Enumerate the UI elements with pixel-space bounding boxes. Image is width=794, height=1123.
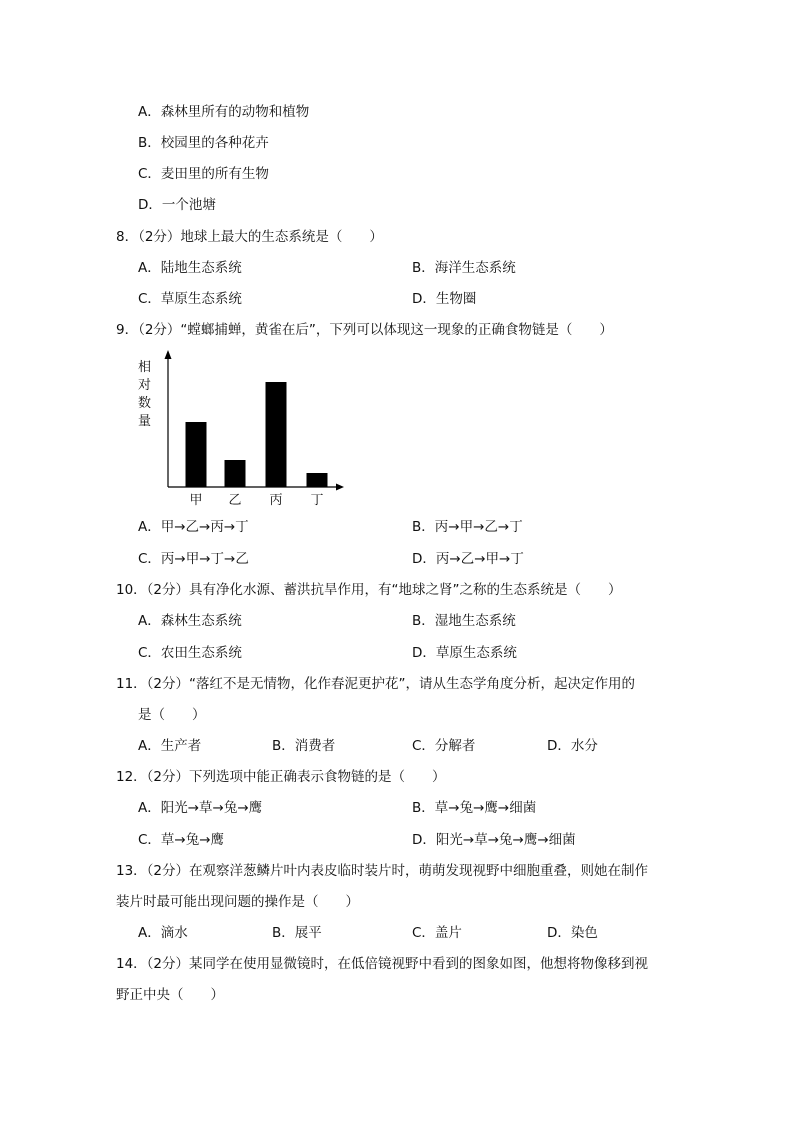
q10-option-b: B．湿地生态系统 (412, 613, 516, 629)
chart-y-axis-arrow (165, 350, 172, 359)
q9-option-d: D．丙→乙→甲→丁 (412, 551, 524, 567)
q10-option-c: C．农田生态系统 (138, 645, 242, 661)
chart-ylabel-char: 对 (138, 378, 152, 393)
chart-ylabel-char: 相 (138, 360, 152, 375)
q13-option-b: B．展平 (272, 925, 322, 941)
q11-stem-line2: 是（ ） (138, 707, 206, 723)
chart-bar (186, 422, 207, 487)
q12-option-c: C．草→兔→鹰 (138, 832, 225, 848)
q13-option-d: D．染色 (547, 925, 598, 941)
q13-option-c: C．盖片 (412, 925, 462, 941)
q11-stem-line1: 11．（2分）“落红不是无情物，化作春泥更护花”，请从生态学角度分析，起决定作用的 (116, 676, 636, 692)
chart-tick-label: 丁 (310, 493, 324, 508)
q10-option-a: A．森林生态系统 (138, 613, 242, 629)
q9-option-c: C．丙→甲→丁→乙 (138, 551, 249, 567)
q9-stem: 9．（2分）“螳螂捕蝉，黄雀在后”，下列可以体现这一现象的正确食物链是（ ） (116, 322, 613, 338)
q9-option-b: B．丙→甲→乙→丁 (412, 519, 523, 535)
q11-option-c: C．分解者 (412, 738, 476, 754)
q12-option-d: D．阳光→草→兔→鹰→细菌 (412, 832, 576, 848)
q13-option-a: A．滴水 (138, 925, 188, 941)
q8-stem: 8．（2分）地球上最大的生态系统是（ ） (116, 229, 383, 245)
q11-option-a: A．生产者 (138, 738, 202, 754)
q10-option-d: D．草原生态系统 (412, 645, 517, 661)
population-bar-chart (130, 345, 360, 510)
q8-option-d: D．生物圈 (412, 291, 477, 307)
q8-option-b: B．海洋生态系统 (412, 260, 516, 276)
q8-option-a: A．陆地生态系统 (138, 260, 242, 276)
q14-stem-line1: 14．（2分）某同学在使用显微镜时，在低倍镜视野中看到的图象如图，他想将物像移到视 (116, 956, 649, 972)
chart-tick-label: 丙 (269, 493, 283, 508)
q14-stem-line2: 野正中央（ ） (116, 987, 224, 1003)
chart-bar (307, 473, 328, 487)
q13-stem-line2: 装片时最可能出现问题的操作是（ ） (116, 894, 359, 910)
q7-option-c: C．麦田里的所有生物 (138, 166, 269, 182)
chart-bar (225, 460, 246, 487)
chart-ylabel-char: 数 (138, 396, 152, 411)
q7-option-a: A．森林里所有的动物和植物 (138, 104, 310, 120)
q11-option-d: D．水分 (547, 738, 598, 754)
q12-stem: 12．（2分）下列选项中能正确表示食物链的是（ ） (116, 769, 446, 785)
q13-stem-line1: 13．（2分）在观察洋葱鳞片叶内表皮临时装片时，萌萌发现视野中细胞重叠，则她在制作 (116, 863, 649, 879)
q8-option-c: C．草原生态系统 (138, 291, 242, 307)
chart-ylabel-char: 量 (138, 414, 152, 429)
q7-option-d: D．一个池塘 (138, 197, 216, 213)
q9-option-a: A．甲→乙→丙→丁 (138, 519, 249, 535)
q12-option-b: B．草→兔→鹰→细菌 (412, 800, 537, 816)
chart-x-axis-arrow (336, 484, 344, 491)
q10-stem: 10．（2分）具有净化水源、蓄洪抗旱作用，有“地球之肾”之称的生态系统是（ ） (116, 582, 622, 598)
chart-bar (266, 382, 287, 487)
q7-option-b: B．校园里的各种花卉 (138, 135, 269, 151)
q12-option-a: A．阳光→草→兔→鹰 (138, 800, 263, 816)
chart-tick-label: 甲 (189, 493, 203, 508)
chart-tick-label: 乙 (228, 493, 242, 508)
q11-option-b: B．消费者 (272, 738, 336, 754)
